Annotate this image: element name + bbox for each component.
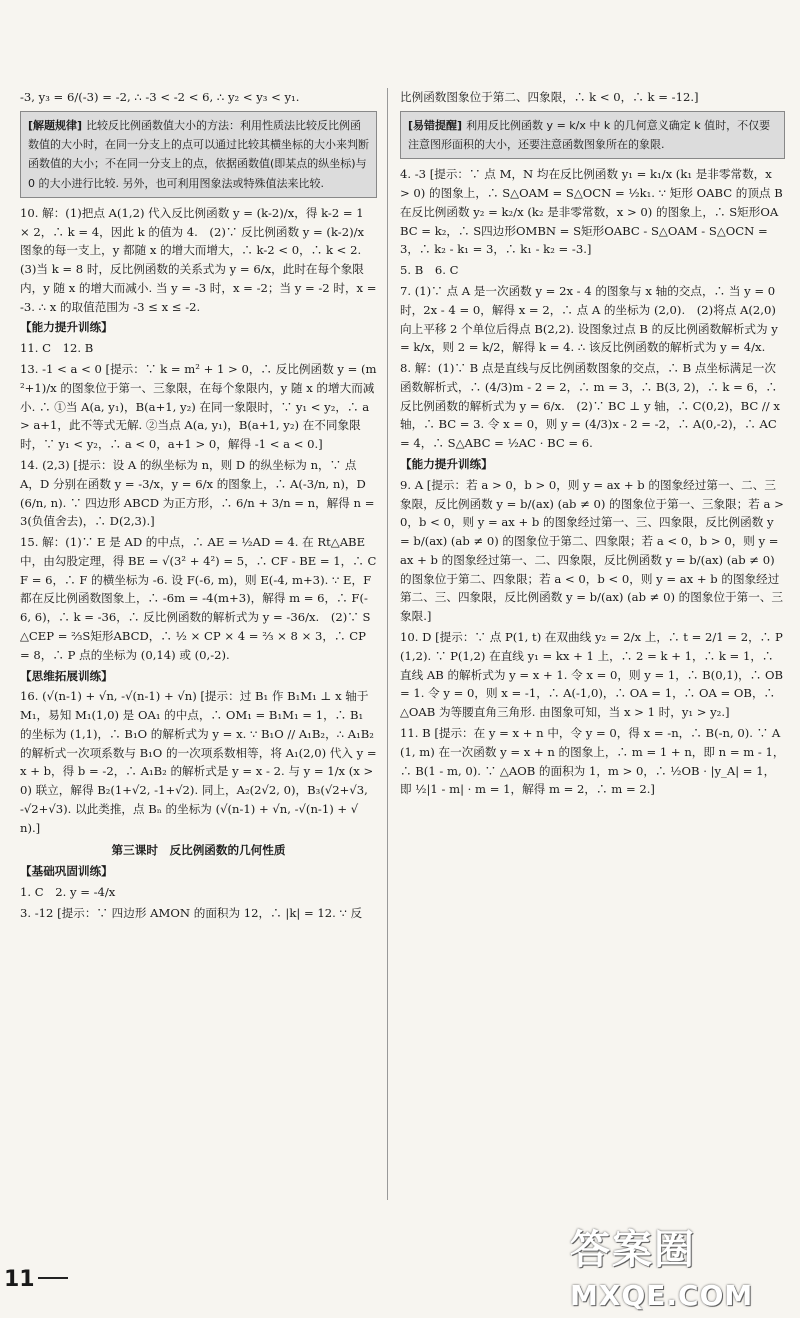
answer-paragraph: 13. -1 < a < 0 [提示：∵ k = m² + 1 > 0，∴ 反比例函数 y = (m²+1)/x 的图象位于第一、三象限，在每个象限内，y 随 x 的增大而减小. ∴ ①当 A(a, y₁)，B(a+1, y₂) 在同一象限时，∵ y₁ < y₂，∴ a > a+1，此不等式无解. ②当点 A(a, y₁)，B(a+1, y₂) 在不同象限时，∵ y₁ < y₂，∴ a < 0，a+1 > 0，解得 -1 < a < 0.]: [20, 362, 377, 452]
left-column: [20, 88, 377, 925]
tip-box: [400, 111, 785, 160]
answer-paragraph: 3. -12 [提示：∵ 四边形 AMON 的面积为 12，∴ |k| = 12. ∵ 反: [20, 905, 363, 920]
answer-paragraph: 5. B 6. C: [400, 263, 459, 278]
answer-paragraph: 比例函数图象位于第二、四象限，∴ k < 0，∴ k = -12.]: [400, 90, 699, 104]
right-column: [400, 88, 785, 801]
tip-label: [易错提醒]: [408, 118, 463, 132]
answer-paragraph: -3, y₃ = 6/(-3) = -2, ∴ -3 < -2 < 6, ∴ y₂ < y₃ < y₁.: [20, 90, 300, 104]
lesson-title: 第三课时 反比例函数的几何性质: [111, 842, 286, 857]
answer-paragraph: 4. -3 [提示：∵ 点 M，N 均在反比例函数 y₁ = k₁/x (k₁ 是非零常数，x > 0) 的图象上，∴ S△OAM = S△OCN = ½k₁. ∵ 矩形 OABC 的顶点 B 在反比例函数 y₂ = k₂/x (k₂ 是非零常数，x > 0) 的图象上，∴ S矩形OABC = k₂，∴ S四边形OMBN = S矩形OABC - S△OAM - S△OCN = 3，∴ k₂ - k₁ = 3，∴ k₁ - k₂ = -3.]: [400, 167, 783, 257]
answer-paragraph: 9. A [提示：若 a > 0，b > 0，则 y = ax + b 的图象经过第一、二、三象限，反比例函数 y = b/(ax) (ab ≠ 0) 的图象位于第一、三象限；若 a > 0，b < 0，则 y = ax + b 的图象经过第一、三、四象限，反比例函数 y = b/(ax) (ab ≠ 0) 的图象位于第二、四象限；若 a < 0，b > 0，则 y = ax + b 的图象经过第一、二、四象限，反比例函数 y = b/(ax) (ab ≠ 0) 的图象位于第二、四象限；若 a < 0，b < 0，则 y = ax + b 的图象经过第二、三、四象限，反比例函数 y = b/(ax) (ab ≠ 0) 的图象位于第一、三象限.]: [400, 477, 784, 624]
watermark: [570, 1218, 795, 1312]
answer-paragraph: 11. C 12. B: [20, 341, 94, 356]
answer-paragraph: 15. 解：(1)∵ E 是 AD 的中点，∴ AE = ½AD = 4. 在 Rt△ABE 中，由勾股定理，得 BE = √(3² + 4²) = 5，∴ CF - BE = 1，∴ CF = 6，∴ F 的横坐标为 -6. 设 F(-6, m)，则 E(-4, m+3). ∵ E，F 都在反比例函数图象上，∴ -6m = -4(m+3)，解得 m = 6，∴ F(-6, 6)，∴ k = -36，∴ 反比例函数的解析式为 y = -36/x. (2)∵ S△CEP = ⅔S矩形ABCD，∴ ½ × CP × 4 = ⅔ × 8 × 3，∴ CP = 8，∴ P 点的坐标为 (0,14) 或 (0,-2).: [20, 535, 377, 662]
section-heading: 【基础巩固训练】: [20, 864, 113, 879]
tip-text: 比较反比例函数值大小的方法：利用性质法比较反比例函数值的大小时，在同一分支上的点可以通过比较其横坐标的大小来判断函数值的大小；不在同一分支上的点，依据函数值(即某点的纵坐标)与 0 的大小进行比较. 另外，也可利用图象法或特殊值法来比较.: [28, 118, 369, 190]
page-number-rule: [38, 1277, 68, 1279]
answer-paragraph: 7. (1)∵ 点 A 是一次函数 y = 2x - 4 的图象与 x 轴的交点，∴ 当 y = 0 时，2x - 4 = 0，解得 x = 2，∴ 点 A 的坐标为 (2,0). (2)将点 A(2,0) 向上平移 2 个单位后得点 B(2,2). 设图象过点 B 的反比例函数解析式为 y = k/x，则 2 = k/2，解得 k = 4. ∴ 该反比例函数的解析式为 y = 4/x.: [400, 283, 778, 355]
column-divider: [387, 88, 388, 1200]
tip-label: [解题规律]: [28, 118, 83, 132]
answer-paragraph: 16. (√(n-1) + √n, -√(n-1) + √n) [提示：过 B₁ 作 B₁M₁ ⊥ x 轴于 M₁，易知 M₁(1,0) 是 OA₁ 的中点，∴ OM₁ = B₁M₁ = 1，∴ B₁ 的坐标为 (1,1)，∴ B₁O 的解析式为 y = x. ∵ B₁O // A₁B₂，∴ A₁B₂ 的解析式一次项系数与 B₁O 的一次项系数相等，将 A₁(2,0) 代入 y = x + b，得 b = -2，∴ A₁B₂ 的解析式是 y = x - 2. 与 y = 1/x (x > 0) 联立，解得 B₂(1+√2, -1+√2). 同上，A₂(2√2, 0)，B₃(√2+√3, -√2+√3). 以此类推，点 Bₙ 的坐标为 (√(n-1) + √n, -√(n-1) + √n).]: [20, 689, 377, 835]
page-number: 11: [4, 1267, 35, 1292]
section-heading: 【思维拓展训练】: [20, 668, 113, 683]
answer-paragraph: 1. C 2. y = -4/x: [20, 885, 116, 900]
answer-paragraph: 8. 解：(1)∵ B 点是直线与反比例函数图象的交点，∴ B 点坐标满足一次函数解析式，∴ (4/3)m - 2 = 2，∴ m = 3，∴ B(3, 2)，∴ k = 6，∴ 反比例函数的解析式为 y = 6/x. (2)∵ BC ⊥ y 轴，∴ C(0,2)，BC // x 轴，∴ BC = 3. 令 x = 0，则 y = (4/3)x - 2 = -2，∴ A(0,-2)，∴ AC = 4，∴ S△ABC = ½AC · BC = 6.: [400, 361, 780, 451]
watermark-url: MXQE.COM: [570, 1278, 754, 1312]
answer-paragraph: 10. 解：(1)把点 A(1,2) 代入反比例函数 y = (k-2)/x，得 k-2 = 1 × 2，∴ k = 4，因此 k 的值为 4. (2)∵ 反比例函数 y = (k-2)/x 图象的每一支上，y 都随 x 的增大而增大，∴ k-2 < 0，∴ k < 2. (3)当 k = 8 时，反比例函数的关系式为 y = 6/x，此时在每个象限内，y 随 x 的增大而减小. 当 y = -3 时，x = -2；当 y = -2 时，x = -3. ∴ x 的取值范围为 -3 ≤ x ≤ -2.: [20, 205, 377, 314]
answer-paragraph: 10. D [提示：∵ 点 P(1, t) 在双曲线 y₂ = 2/x 上，∴ t = 2/1 = 2，∴ P(1,2). ∵ P(1,2) 在直线 y₁ = kx + 1 上，∴ 2 = k + 1，∴ k = 1，∴ 直线 AB 的解析式为 y = x + 1. 令 x = 0，则 y = 1，∴ B(0,1)，∴ OB = 1. 令 y = 0，则 x = -1，∴ A(-1,0)，∴ OA = 1，∴ OA = OB，∴ △OAB 为等腰直角三角形. 由图象可知，当 x > 1 时，y₁ > y₂.]: [400, 630, 784, 720]
answer-paragraph: 11. B [提示：在 y = x + n 中，令 y = 0，得 x = -n，∴ B(-n, 0). ∵ A(1, m) 在一次函数 y = x + n 的图象上，∴ m = 1 + n，即 n = m - 1，∴ B(1 - m, 0). ∵ △AOB 的面积为 1，m > 0，∴ ½OB · |y_A| = 1，即 ½|1 - m| · m = 1，解得 m = 2，∴ m = 2.]: [400, 725, 785, 797]
answer-paragraph: 14. (2,3) [提示：设 A 的纵坐标为 n，则 D 的纵坐标为 n，∵ 点 A，D 分别在函数 y = -3/x，y = 6/x 的图象上，∴ A(-3/n, n)，D(6/n, n). ∵ 四边形 ABCD 为正方形，∴ 6/n + 3/n = n，解得 n = 3(负值舍去)，∴ D(2,3).]: [20, 457, 375, 529]
tip-box: [20, 111, 377, 198]
tip-text: 利用反比例函数 y = k/x 中 k 的几何意义确定 k 值时，不仅要注意图形面积的大小，还要注意函数图象所在的象限.: [408, 118, 771, 152]
section-heading: 【能力提升训练】: [400, 457, 493, 471]
watermark-text: 答案圈: [570, 1227, 696, 1273]
section-heading: 【能力提升训练】: [20, 320, 113, 335]
